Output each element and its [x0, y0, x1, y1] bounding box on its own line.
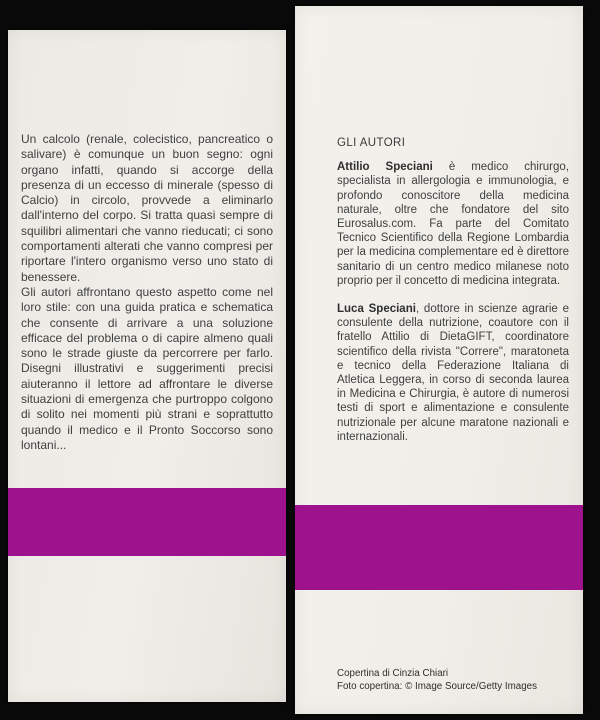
left-flap — [8, 30, 286, 702]
author-2-name: Luca Speciani — [337, 303, 416, 316]
left-paragraph-2: Gli autori affrontano questo aspetto come nel loro stile: con una guida pratica e schematica che consente di arrivare a una soluzione efficace del problema o di capire almeno quali sono le strade giuste da percorrere per farlo. Disegni illustrativi e suggerimenti precisi aiuteranno il lettore ad affrontare le diverse situazioni di emergenza che purtroppo colgono di solito nei momenti più strani e soprattutto quando il medico e il Pronto Soccorso sono lontani... — [21, 284, 273, 452]
author-2-bio: , dottore in scienze agrarie e consulente della nutrizione, coautore con il fratello Attilio di DietaGIFT, coordinatore scientifico della rivista "Correre", maratoneta e tecnico della Federazione Italiana di Atletica Leggera, in corso di seconda laurea in Medicina e Chirurgia, è autore di numerosi testi di sport e alimentazione e consulente nutrizionale per alcune maratone nazionali e internazionali. — [337, 303, 570, 443]
right-flap — [295, 6, 583, 714]
authors-heading: GLI AUTORI — [337, 137, 406, 149]
author-1-name: Attilio Speciani — [337, 161, 433, 174]
credits-line-2: Foto copertina: © Image Source/Getty Images — [337, 680, 537, 692]
author-1-paragraph — [337, 160, 569, 288]
left-flap-text — [21, 132, 273, 453]
right-magenta-band — [295, 505, 583, 590]
left-paragraph-1: Un calcolo (renale, colecistico, pancreatico o salivare) è comunque un buon segno: ogni organo infatti, quando si accorge della presenza di un eccesso di minerale (spesso di Calcio) in circolo, provvede a eliminarlo dall'interno del corpo. Si tratta quasi sempre di squilibri alimentari che vanno rieducati; ci sono comportamenti alterati che vanno compresi per riportare l'intero organismo verso uno stato di benessere. — [21, 132, 273, 284]
credits — [337, 668, 537, 693]
right-flap-text — [337, 136, 569, 458]
author-2-paragraph — [337, 302, 569, 444]
author-1-bio: è medico chirurgo, specialista in allergologia e immunologia, e profondo conoscitore della medicina naturale, oltre che fondatore del sito Eurosalus.com. Fa parte del Comitato Tecnico Scientifico della Regione Lombardia per la medicina complementare ed è direttore sanitario di un centro medico milanese noto proprio per il concetto di medicina integrata. — [337, 161, 569, 287]
credits-line-1: Copertina di Cinzia Chiari — [337, 668, 449, 679]
left-magenta-band — [8, 488, 286, 556]
